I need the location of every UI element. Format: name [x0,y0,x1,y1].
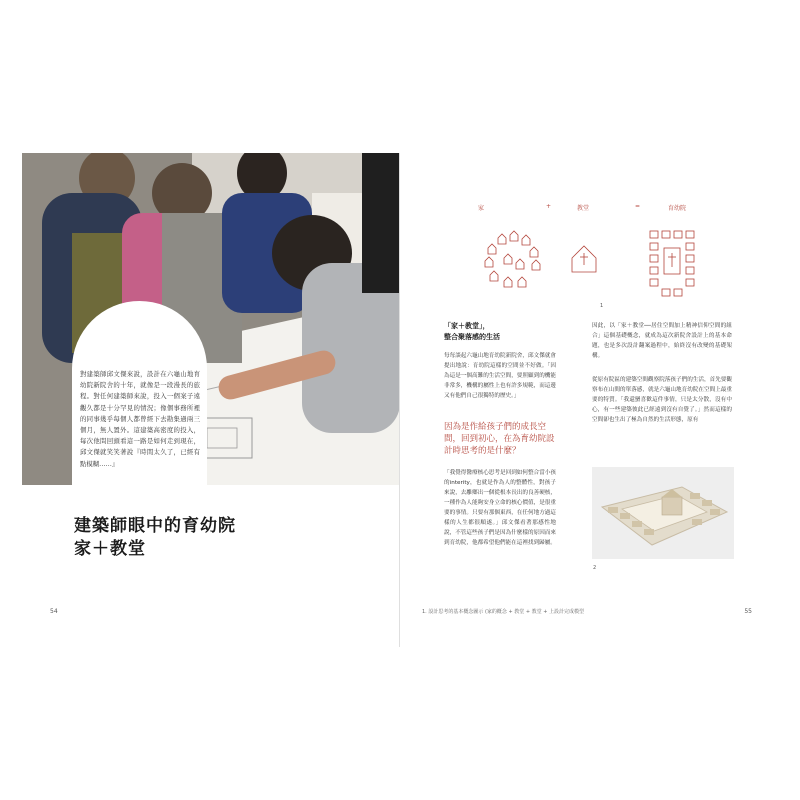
page-number-right: 55 [744,608,752,615]
architecture-model-photo [592,467,734,559]
book-spread [22,153,778,647]
concept-diagram [460,203,740,313]
body-paragraph-1: 每每談起六龜山地育幼院新院舍，邱文傑就會提出地說：育幼院這樣的空間並不好做。「因為這是一個高難的生活空間，要照顧到的機能非常多，機構的屬性上也有許多規範，而這邊又有他們自己很獨特的歷史。」 [444,353,556,399]
diagram-label-church: 教堂 [577,205,590,212]
title-line-2: 家＋教堂 [74,539,146,559]
subtitle-line-1: 「家＋教堂」， [444,322,490,330]
subtitle-line-2: 整合聚落感的生活 [444,333,500,341]
chapter-title [74,515,236,561]
figure-caption: 1. 設計思考的基本概念圖示 (家的概念 + 教堂 + 教堂 + 上設計完成模型 [422,609,585,615]
page-number-left: 54 [50,608,58,615]
intro-paragraph: 對建築師邱文傑來說，設計在六龜山地育幼院新院舍的十年，就像是一段漫長的旅程。對任何建築師來說，投入一個案子遠觀久都是十分罕見的情況；像個事務所裡的同事幾乎每個人都曾經下去勘集過兩三個月，無人置外。這建築高密度的投入，每次他問回頭看這一路是如何走到現在，邱文傑就笑笑著說『時間太久了，已經有點模糊……』 [80,370,200,468]
right-page [400,153,778,647]
diagram-label-orphanage: 育幼院 [668,205,687,212]
section-subtitle [444,321,564,343]
body-paragraph-4: 從原有院區的建築空間觀察院落孩子們的生活，首先要觀察布在山間的單落感，就是六龜山地育幼院在空間上最重要的特質。「我還蠻喜歡這件事情，只是太分散，沒有中心，有一些建築彼此已經遠到沒有自覺了。」然而這樣的空間卻也生出了極為自然的生活形態，原有 [592,377,732,423]
pull-quote: 因為是作給孩子們的成長空間，回到初心，在為育幼院設計時思考的是什麼？ [444,422,555,456]
diagram-plus: + [546,203,552,210]
title-line-1: 建築師眼中的育幼院 [74,516,236,536]
body-paragraph-3: 因此，以「家＋教堂──居住空間加上精神信仰空間的組合」這個基礎概念，就成為這次新院舍設計上的基本命題，也是多次設計翻案過程中，始終沒有改變的基礎架構。 [592,323,732,359]
diagram-drawing [460,203,740,313]
figure-number-2: 2 [593,565,597,571]
figure-number-1: 1 [600,303,604,309]
left-page [22,153,400,647]
diagram-equals: = [635,203,641,210]
body-paragraph-2: 「我覺得醫療核心思考是回到如何整合當小孩的interity，也就是作為人的整體性，對孩子來說，去離鄉出一個從根本長出的良善硬核，一種作為人能夠安身立命的核心價值，是很重要的事情。只要有那個東西，在任何地方過這樣的人生都很順遂。」邱文傑看著那感性地說，不管這些孩子們是因為什麼樣的原因而來到育幼院，他都希望他們能在這裡找到歸屬。 [444,470,556,546]
diagram-label-home: 家 [478,205,485,212]
